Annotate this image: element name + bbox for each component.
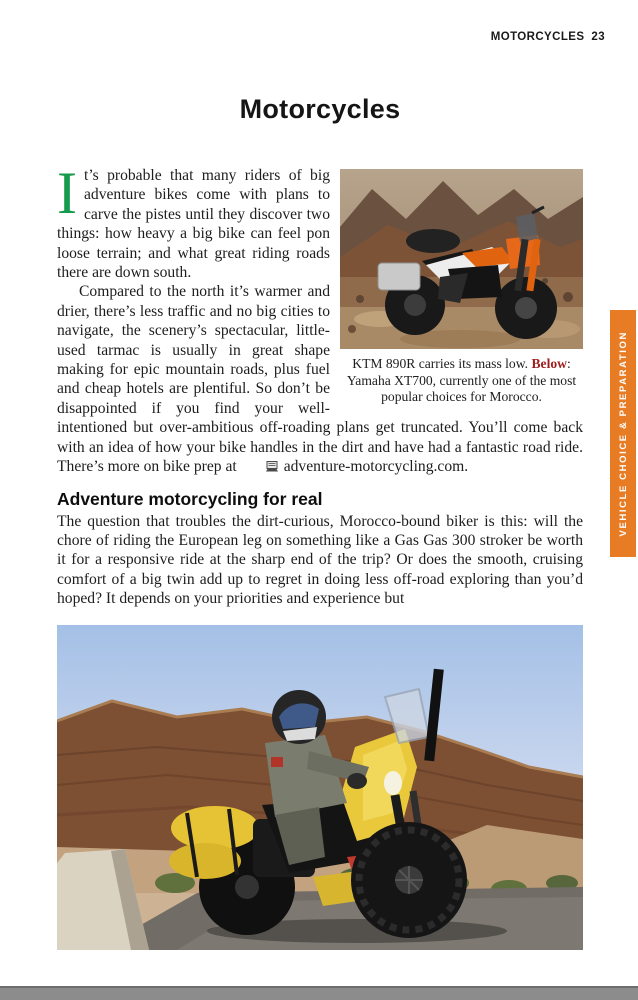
section-heading: Adventure motorcycling for real <box>57 488 323 509</box>
chapter-tab-vehicle-choice <box>610 310 636 557</box>
yamaha-xt700-photo <box>57 625 583 950</box>
caption-below-label: Below <box>531 356 567 371</box>
main-text-column <box>57 160 583 609</box>
drop-cap: I <box>57 160 77 226</box>
website-text: adventure-motorcycling.com. <box>283 458 469 476</box>
page-footer-bar <box>0 986 638 1000</box>
running-header-section: MOTORCYCLES <box>490 31 585 43</box>
figure-yamaha <box>57 625 583 950</box>
chapter-tab-label: VEHICLE CHOICE & PREPARATION <box>617 330 629 537</box>
page-title: Motorcycles <box>239 94 401 124</box>
intro-paragraph-1: It’s probable that many riders of big adventure bikes come with plans to carve the pistes until they discover two things: how heavy a big bike can feel pon loose terrain; and what great riding roads there are down south. <box>57 160 330 282</box>
figure-caption: KTM 890R carries its mass low. Below: Yamaha XT700, currently one of the most popular choices for Morocco. <box>346 356 577 405</box>
intro-paragraph-2: Compared to the north it’s warmer and drier, there’s less traffic and no big cities to navigate, the scenery’s spectacular, little-used tarmac is usually in great shape making for epic mountain roads, plus fuel and cheap hotels are plentiful. So don’t be disappointed if you find your well-intentioned but over-ambitious off-roading plans get truncated. You’ll come back with an idea of how your bike handles in the dirt and have had a fantastic road ride. There’s more on bike prep at adventure-motorcycling.com. <box>57 282 583 477</box>
figure-ktm <box>340 169 583 406</box>
ktm-890r-photo <box>340 169 583 349</box>
computer-icon <box>243 458 279 477</box>
section-paragraph: The question that troubles the dirt-curious, Morocco-bound biker is this: will the chore of riding the European leg on something like a Gas Gas 300 stroker be worth it for a responsive ride at the sharp end of the trip? Or does the smooth, cruising comfort of a big twin add up to regret in doing less off-road exploring than you’d hoped? It depends on your priorities and experience but <box>57 512 583 608</box>
page-number: 23 <box>591 31 605 43</box>
running-header <box>491 31 605 43</box>
